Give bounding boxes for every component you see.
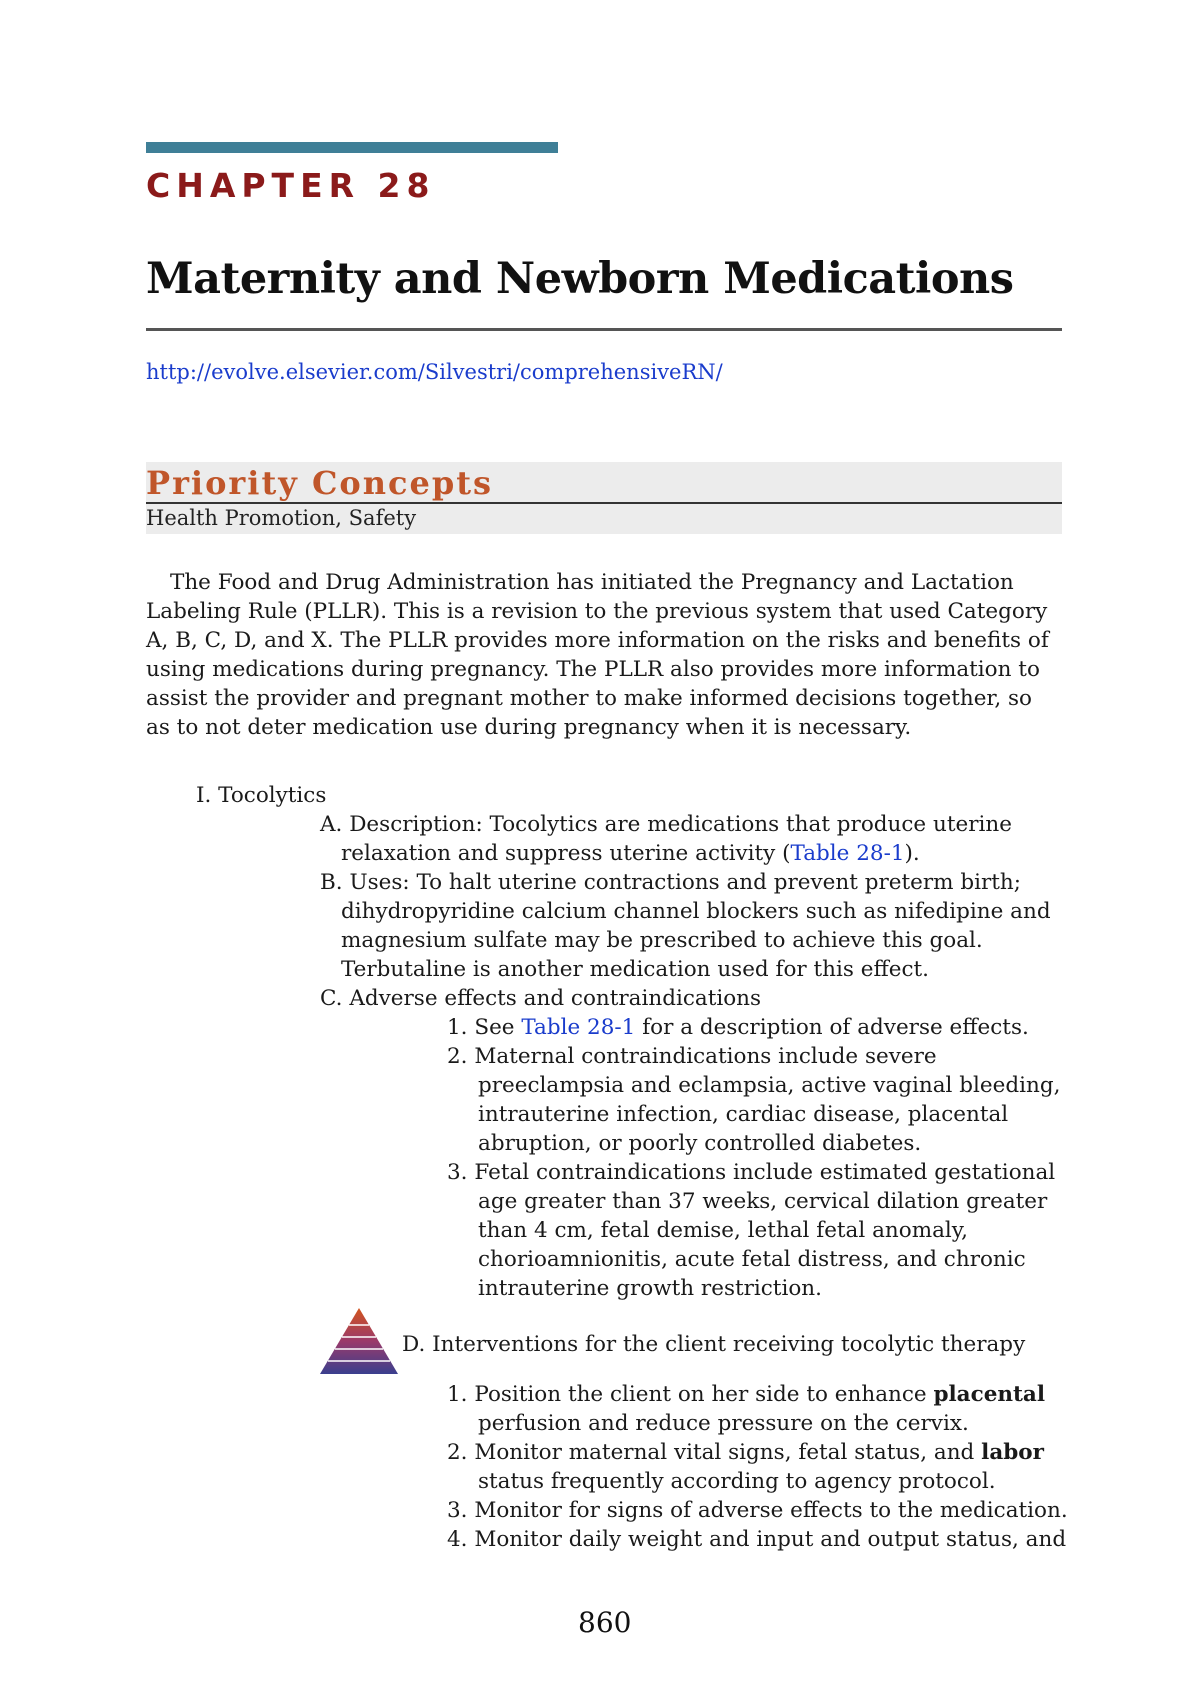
item-b-line3: magnesium sulfate may be prescribed to achieve this goal. xyxy=(341,928,983,953)
item-c3-line2: age greater than 37 weeks, cervical dilation greater xyxy=(478,1189,1048,1214)
item-d3: 3. Monitor for signs of adverse effects to the medication. xyxy=(447,1498,1068,1523)
item-a-line2-end: ). xyxy=(904,841,920,866)
priority-divider xyxy=(146,502,1062,504)
item-c2-line2: preeclampsia and eclampsia, active vaginal bleeding, xyxy=(478,1073,1061,1098)
item-b-line4: Terbutaline is another medication used for this effect. xyxy=(341,957,930,982)
item-c3-line4: chorioamnionitis, acute fetal distress, and chronic xyxy=(478,1247,1026,1272)
item-b-line2: dihydropyridine calcium channel blockers such as nifedipine and xyxy=(341,899,1051,924)
item-d2-line1 xyxy=(447,1438,1044,1467)
item-d2-line2: status frequently according to agency protocol. xyxy=(478,1469,996,1494)
item-c3-line5: intrauterine growth restriction. xyxy=(478,1276,822,1301)
priority-concepts-list: Health Promotion, Safety xyxy=(146,506,417,530)
pyramid-icon xyxy=(318,1306,400,1376)
item-c2-line1: 2. Maternal contraindications include severe xyxy=(447,1044,937,1069)
item-d4: 4. Monitor daily weight and input and output status, and xyxy=(447,1527,1067,1552)
item-c1 xyxy=(447,1013,1029,1042)
item-a-line2-text: relaxation and suppress uterine activity ( xyxy=(341,841,791,866)
item-d-heading: D. Interventions for the client receiving tocolytic therapy xyxy=(402,1332,1026,1357)
item-a-line1: A. Description: Tocolytics are medications that produce uterine xyxy=(320,812,1012,837)
item-d1-bold: placental xyxy=(933,1382,1046,1407)
page-number: 860 xyxy=(578,1606,632,1639)
item-d1-line2: perfusion and reduce pressure on the cervix. xyxy=(478,1411,969,1436)
item-a-line2 xyxy=(341,839,920,868)
chapter-top-bar xyxy=(146,142,558,153)
item-c-heading: C. Adverse effects and contraindications xyxy=(320,986,762,1011)
item-d2-text: 2. Monitor maternal vital signs, fetal status, and xyxy=(447,1440,982,1465)
evolve-link[interactable]: http://evolve.elsevier.com/Silvestri/comprehensiveRN/ xyxy=(146,360,723,384)
table-28-1-link[interactable]: Table 28-1 xyxy=(790,841,905,866)
item-d1-line1 xyxy=(447,1380,1045,1409)
item-c1-text-end: for a description of adverse effects. xyxy=(635,1015,1029,1040)
chapter-title: Maternity and Newborn Medications xyxy=(146,254,1014,304)
item-c3-line3: than 4 cm, fetal demise, lethal fetal anomaly, xyxy=(478,1218,968,1243)
chapter-label: CHAPTER 28 xyxy=(146,166,436,205)
intro-paragraph: The Food and Drug Administration has initiated the Pregnancy and Lactation Labeling Rule (PLLR). This is a revision to the previous system that used Category A, B, C, D, and X. The PLLR provides more information on the risks and benefits of using medications during pregnancy. The PLLR also provides more information to assist the provider and pregnant mother to make informed decisions together, so as to not deter medication use during pregnancy when it is necessary. xyxy=(146,570,1049,740)
item-c3-line1: 3. Fetal contraindications include estimated gestational xyxy=(447,1160,1056,1185)
item-d2-bold: labor xyxy=(981,1440,1044,1465)
priority-concepts-heading: Priority Concepts xyxy=(146,464,494,502)
priority-concepts-box xyxy=(146,462,1062,534)
item-b-line1: B. Uses: To halt uterine contractions and prevent preterm birth; xyxy=(320,870,1021,895)
item-d1-text: 1. Position the client on her side to enhance xyxy=(447,1382,934,1407)
item-c1-text: 1. See xyxy=(447,1015,522,1040)
table-28-1-link-2[interactable]: Table 28-1 xyxy=(521,1015,636,1040)
item-c2-line3: intrauterine infection, cardiac disease, placental xyxy=(478,1102,1009,1127)
item-c2-line4: abruption, or poorly controlled diabetes. xyxy=(478,1131,922,1156)
section-i-heading: I. Tocolytics xyxy=(196,783,327,808)
title-divider xyxy=(146,328,1062,331)
